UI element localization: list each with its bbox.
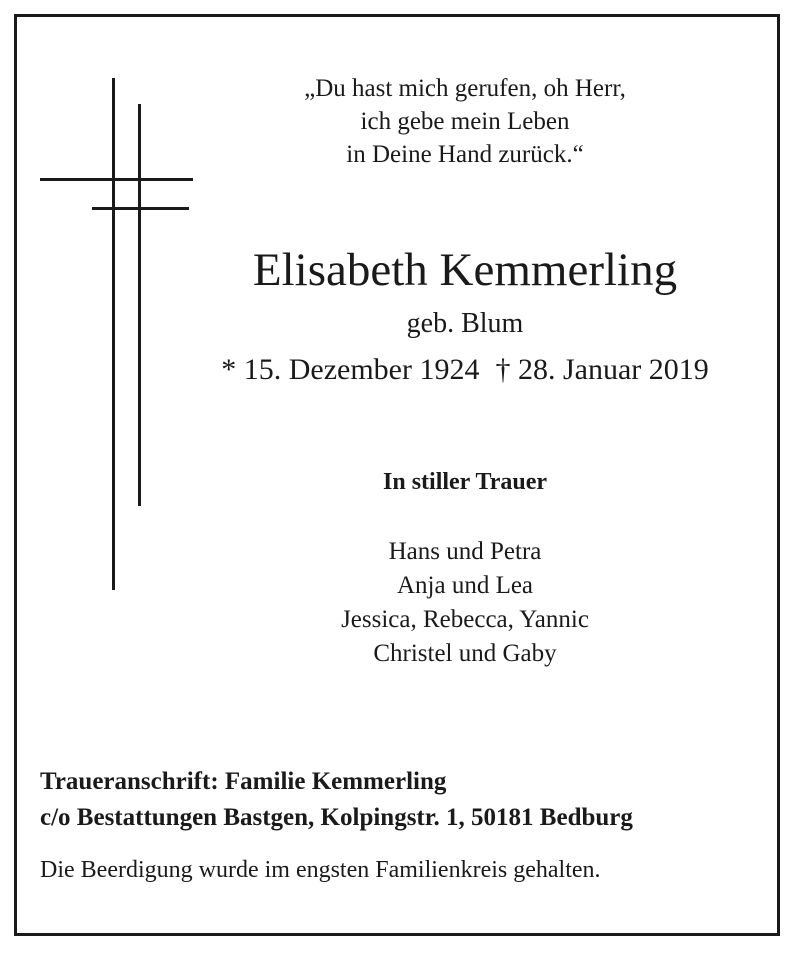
birth-date: * 15. Dezember 1924: [221, 353, 480, 386]
mourning-address: [40, 764, 633, 836]
life-dates: [180, 351, 750, 389]
address-line-2: c/o Bestattungen Bastgen, Kolpingstr. 1, 50181 Bedburg: [40, 804, 633, 831]
quote-line: ich gebe mein Leben: [360, 108, 570, 135]
address-line-1: Traueranschrift: Familie Kemmerling: [40, 768, 447, 795]
cross-vertical-long: [112, 78, 115, 590]
mourner-entry: Anja und Lea: [396, 572, 534, 599]
death-date: † 28. Januar 2019: [495, 353, 709, 386]
maiden-name: geb. Blum: [406, 308, 524, 339]
funeral-note: Die Beerdigung wurde im engsten Familienkreis gehalten.: [40, 857, 601, 883]
mourners-list: [250, 535, 680, 671]
cross-horizontal-long: [40, 178, 193, 181]
quote-line: „Du hast mich gerufen, oh Herr,: [304, 75, 626, 102]
quote-line: in Deine Hand zurück.“: [346, 141, 584, 168]
cross-horizontal-short: [92, 207, 189, 210]
deceased-name: Elisabeth Kemmerling: [252, 244, 678, 296]
mourner-entry: Hans und Petra: [388, 538, 542, 565]
mourning-heading: In stiller Trauer: [383, 469, 547, 495]
mourner-entry: Christel und Gaby: [373, 640, 557, 667]
cross-vertical-short: [138, 104, 141, 506]
bible-quote: [200, 72, 730, 171]
mourner-entry: Jessica, Rebecca, Yannic: [341, 606, 589, 633]
